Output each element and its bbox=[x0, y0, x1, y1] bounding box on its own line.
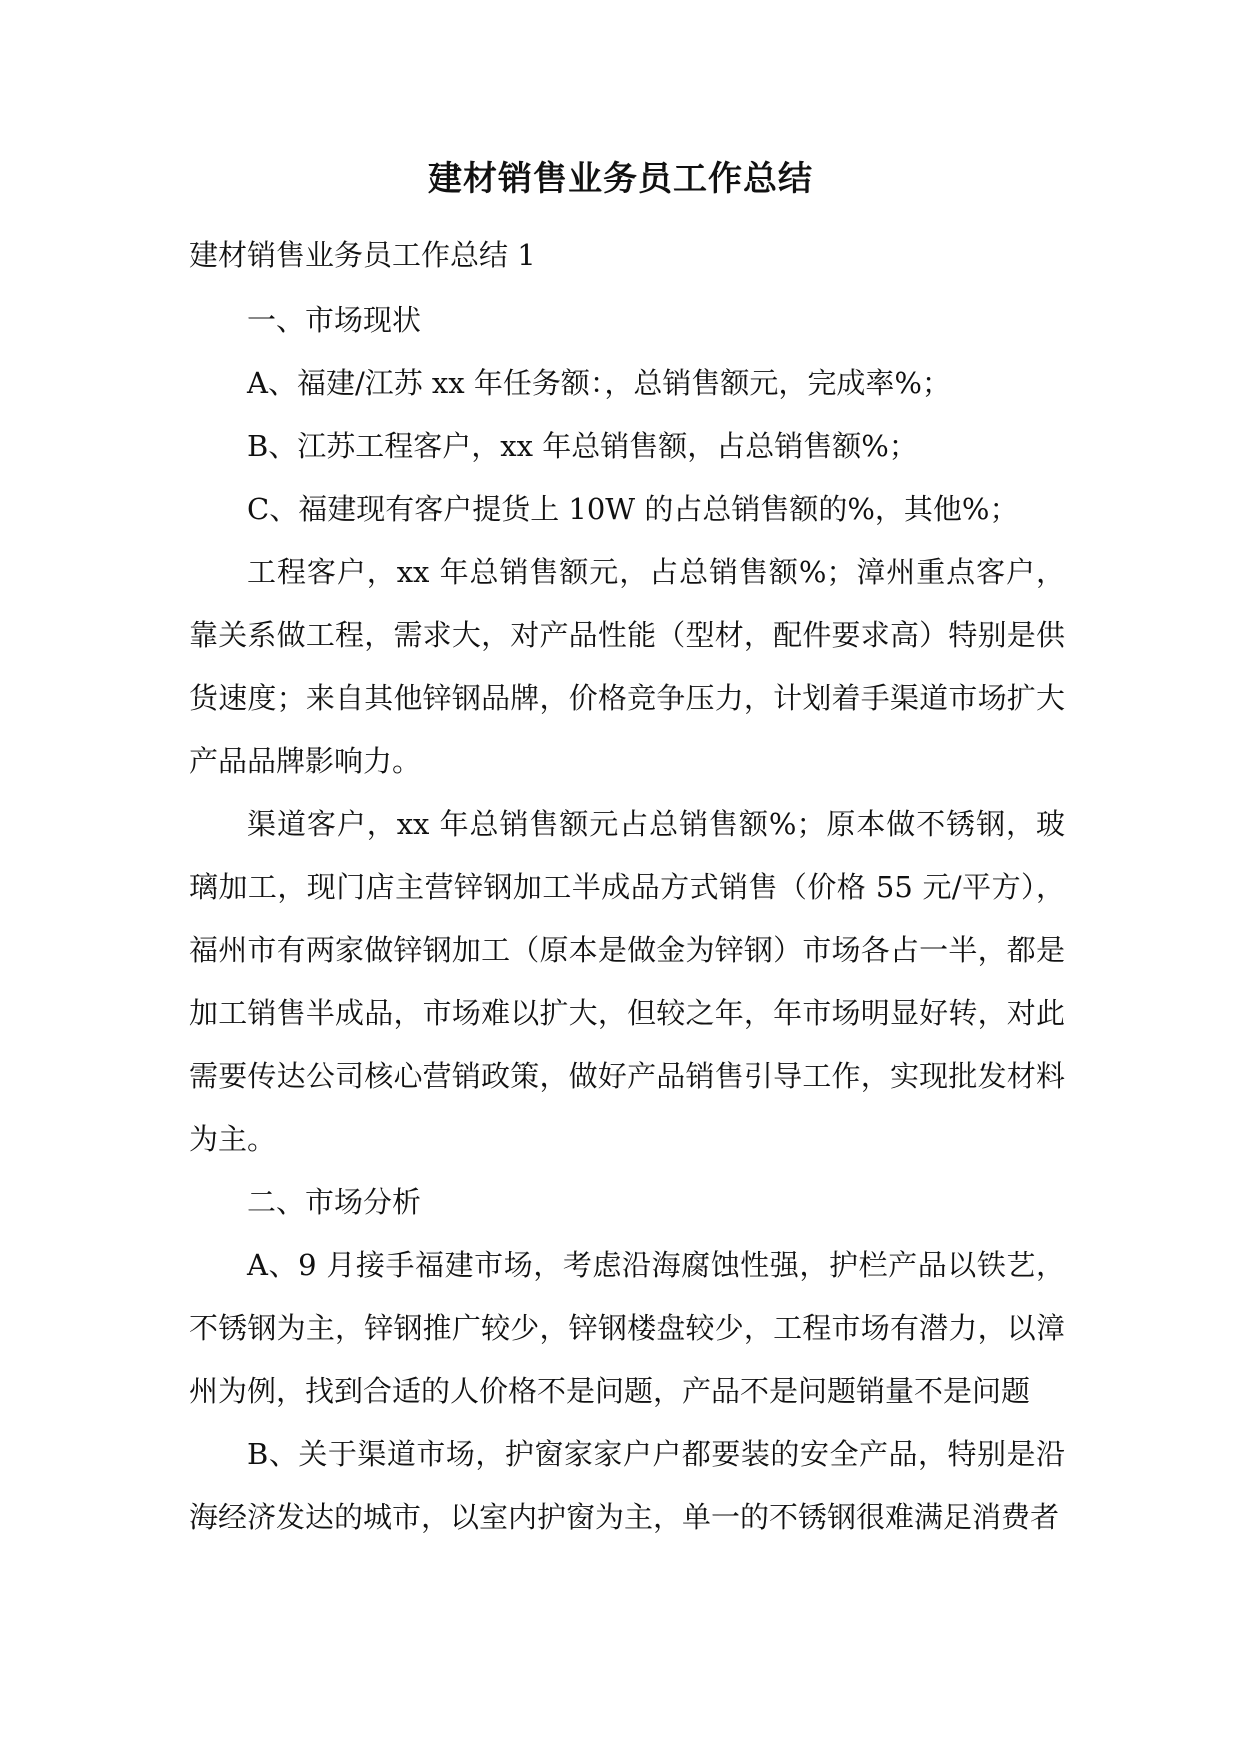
section-heading-market-analysis: 二、市场分析 bbox=[247, 1185, 422, 1219]
paragraph-engineering-clients: 工程客户，xx 年总销售额元，占总销售额%；漳州重点客户，靠关系做工程，需求大，对产品性能（型材，配件要求高）特别是供货速度；来自其他锌钢品牌，价格竞争压力，计划着手渠道市场扩大产品品牌影响力。 bbox=[189, 555, 1065, 778]
paragraph-item-a: A、福建/江苏 xx 年任务额：，总销售额元，完成率%； bbox=[247, 366, 951, 400]
document-subtitle: 建材销售业务员工作总结 1 bbox=[189, 238, 536, 272]
document-body bbox=[189, 224, 1065, 1549]
paragraph-item-c: C、福建现有客户提货上 10W 的占总销售额的%，其他%； bbox=[247, 492, 1019, 526]
paragraph-analysis-a: A、9 月接手福建市场，考虑沿海腐蚀性强，护栏产品以铁艺，不锈钢为主，锌钢推广较少，锌钢楼盘较少，工程市场有潜力，以漳州为例，找到合适的人价格不是问题，产品不是问题销量不是问题 bbox=[189, 1248, 1065, 1408]
paragraph-analysis-b: B、关于渠道市场，护窗家家户户都要装的安全产品，特别是沿海经济发达的城市，以室内护窗为主，单一的不锈钢很难满足消费者 bbox=[189, 1437, 1065, 1534]
paragraph-channel-clients: 渠道客户，xx 年总销售额元占总销售额%；原本做不锈钢，玻璃加工，现门店主营锌钢加工半成品方式销售（价格 55 元/平方），福州市有两家做锌钢加工（原本是做金为锌钢）市场各占一半，都是加工销售半成品，市场难以扩大，但较之年，年市场明显好转，对此需要传达公司核心营销政策，做好产品销售引导工作，实现批发材料为主。 bbox=[189, 807, 1065, 1156]
document-title: 建材销售业务员工作总结 bbox=[428, 159, 813, 199]
paragraph-item-b: B、江苏工程客户，xx 年总销售额，占总销售额%； bbox=[247, 429, 918, 463]
section-heading-market-status: 一、市场现状 bbox=[247, 303, 422, 337]
